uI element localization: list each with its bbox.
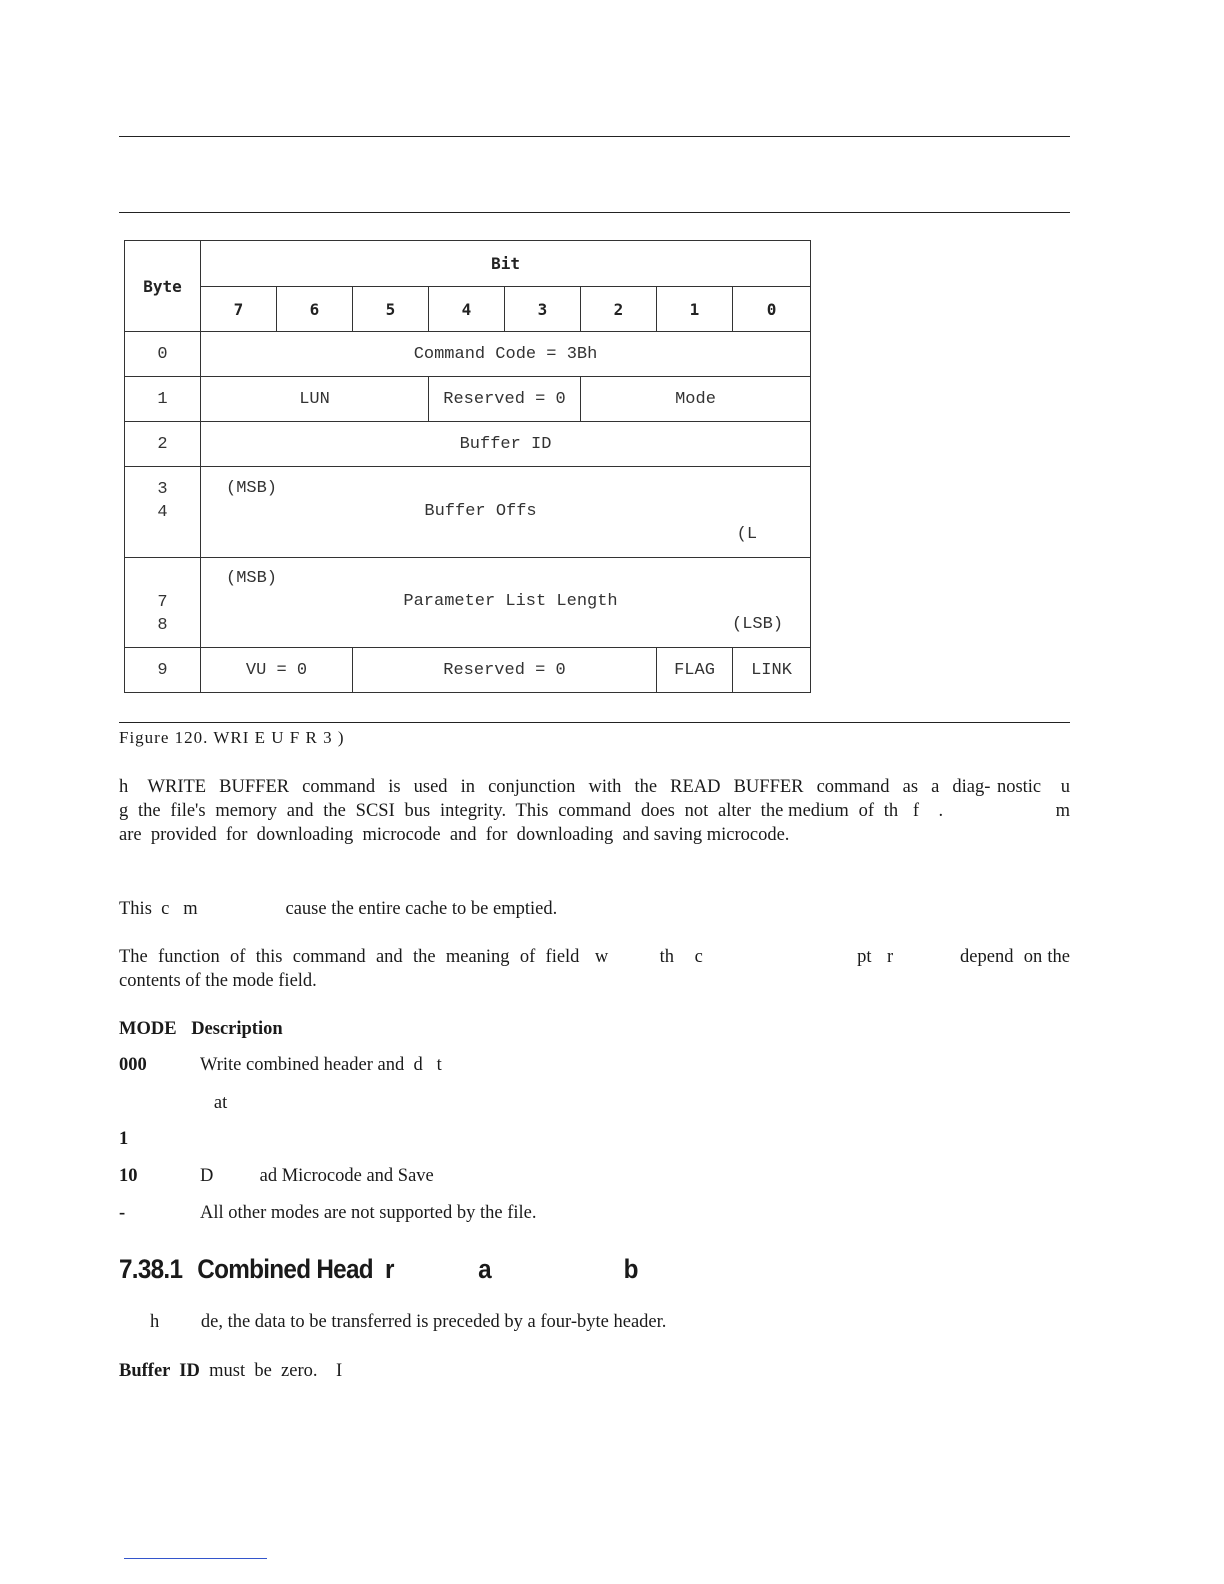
function-paragraph: The function of this command and the meaning of field w th c pt r depend on the contents of the mode field. bbox=[119, 947, 1075, 991]
top-rule bbox=[119, 136, 1070, 137]
intro-paragraph: h WRITE BUFFER command is used in conjunction with the READ BUFFER command as a diag- nostic u g the file's memory and the SCSI bus integrity. This command does not alter the medium of th f . m are provided for downloading microcode and for downloading and saving microcode. bbox=[119, 777, 1191, 845]
section-title: Combined Head r a b bbox=[197, 1254, 638, 1284]
buffer-offset-field bbox=[201, 467, 811, 558]
byte-8: 8 bbox=[157, 616, 168, 635]
byte-2: 2 bbox=[125, 422, 201, 467]
mode-desc: All other modes are not supported by the file. bbox=[200, 1203, 537, 1223]
parameter-list-length-field bbox=[201, 558, 811, 648]
caption-rule bbox=[119, 722, 1070, 723]
msb-label: (MSB) bbox=[226, 479, 278, 498]
byte-5-8 bbox=[125, 558, 201, 648]
reserved-field: Reserved = 0 bbox=[429, 377, 581, 422]
description-header: Description bbox=[191, 1019, 283, 1039]
msb-label: (MSB) bbox=[226, 569, 278, 588]
mode-code: - bbox=[119, 1203, 126, 1223]
bit-7: 7 bbox=[201, 287, 277, 332]
vu-field: VU = 0 bbox=[201, 648, 353, 693]
mode-row bbox=[119, 1093, 227, 1114]
section-number: 7.38.1 bbox=[119, 1254, 183, 1284]
parameter-list-length-label: Parameter List Length bbox=[403, 592, 618, 611]
bit-2: 2 bbox=[581, 287, 657, 332]
header-paragraph: h de, the data to be transferred is preceded by a four-byte header. bbox=[150, 1312, 667, 1332]
link-field: LINK bbox=[733, 648, 811, 693]
byte-9: 9 bbox=[125, 648, 201, 693]
mode-code: 10 bbox=[119, 1166, 138, 1186]
buffer-id-label: Buffer ID bbox=[119, 1361, 200, 1381]
buffer-offset-label: Buffer Offs bbox=[424, 502, 537, 521]
mode-field: Mode bbox=[581, 377, 811, 422]
byte-header: Byte bbox=[125, 241, 201, 332]
mode-row bbox=[119, 1129, 200, 1150]
flag-field: FLAG bbox=[657, 648, 733, 693]
bit-6: 6 bbox=[277, 287, 353, 332]
bit-4: 4 bbox=[429, 287, 505, 332]
mode-code: 1 bbox=[119, 1129, 129, 1149]
byte-3: 3 bbox=[157, 479, 168, 499]
mode-desc: Write combined header and d t bbox=[200, 1055, 442, 1075]
byte-1: 1 bbox=[125, 377, 201, 422]
bit-5: 5 bbox=[353, 287, 429, 332]
header-rule bbox=[119, 212, 1070, 213]
mode-code: 000 bbox=[119, 1055, 147, 1075]
mode-desc: D ad Microcode and Save bbox=[200, 1166, 434, 1186]
bit-3: 3 bbox=[505, 287, 581, 332]
reserved-field: Reserved = 0 bbox=[353, 648, 657, 693]
bit-header: Bit bbox=[201, 241, 811, 287]
lun-field: LUN bbox=[201, 377, 429, 422]
footer-link-underline[interactable] bbox=[124, 1558, 267, 1559]
byte-0: 0 bbox=[125, 332, 201, 377]
cache-paragraph: This c m cause the entire cache to be emptied. bbox=[119, 899, 558, 919]
byte-4: 4 bbox=[157, 502, 168, 522]
byte-7: 7 bbox=[157, 593, 168, 612]
mode-desc: at bbox=[200, 1093, 228, 1113]
buffer-id-paragraph bbox=[119, 1359, 1070, 1383]
buffer-id-field: Buffer ID bbox=[201, 422, 811, 467]
mode-table-header bbox=[119, 1019, 283, 1040]
buffer-id-text: must be zero. I bbox=[199, 1361, 343, 1381]
mode-row bbox=[119, 1055, 442, 1076]
mode-row bbox=[119, 1166, 434, 1187]
mode-header: MODE bbox=[119, 1019, 177, 1039]
bit-0: 0 bbox=[733, 287, 811, 332]
bit-1: 1 bbox=[657, 287, 733, 332]
mode-row bbox=[119, 1203, 537, 1224]
lsb-label: (L bbox=[736, 525, 758, 544]
command-descriptor-table bbox=[124, 240, 811, 693]
section-heading bbox=[119, 1254, 638, 1285]
command-code-field: Command Code = 3Bh bbox=[201, 332, 811, 377]
lsb-label: (LSB) bbox=[732, 615, 784, 634]
figure-caption: Figure 120. WRI E U F R 3 ) bbox=[119, 728, 345, 747]
